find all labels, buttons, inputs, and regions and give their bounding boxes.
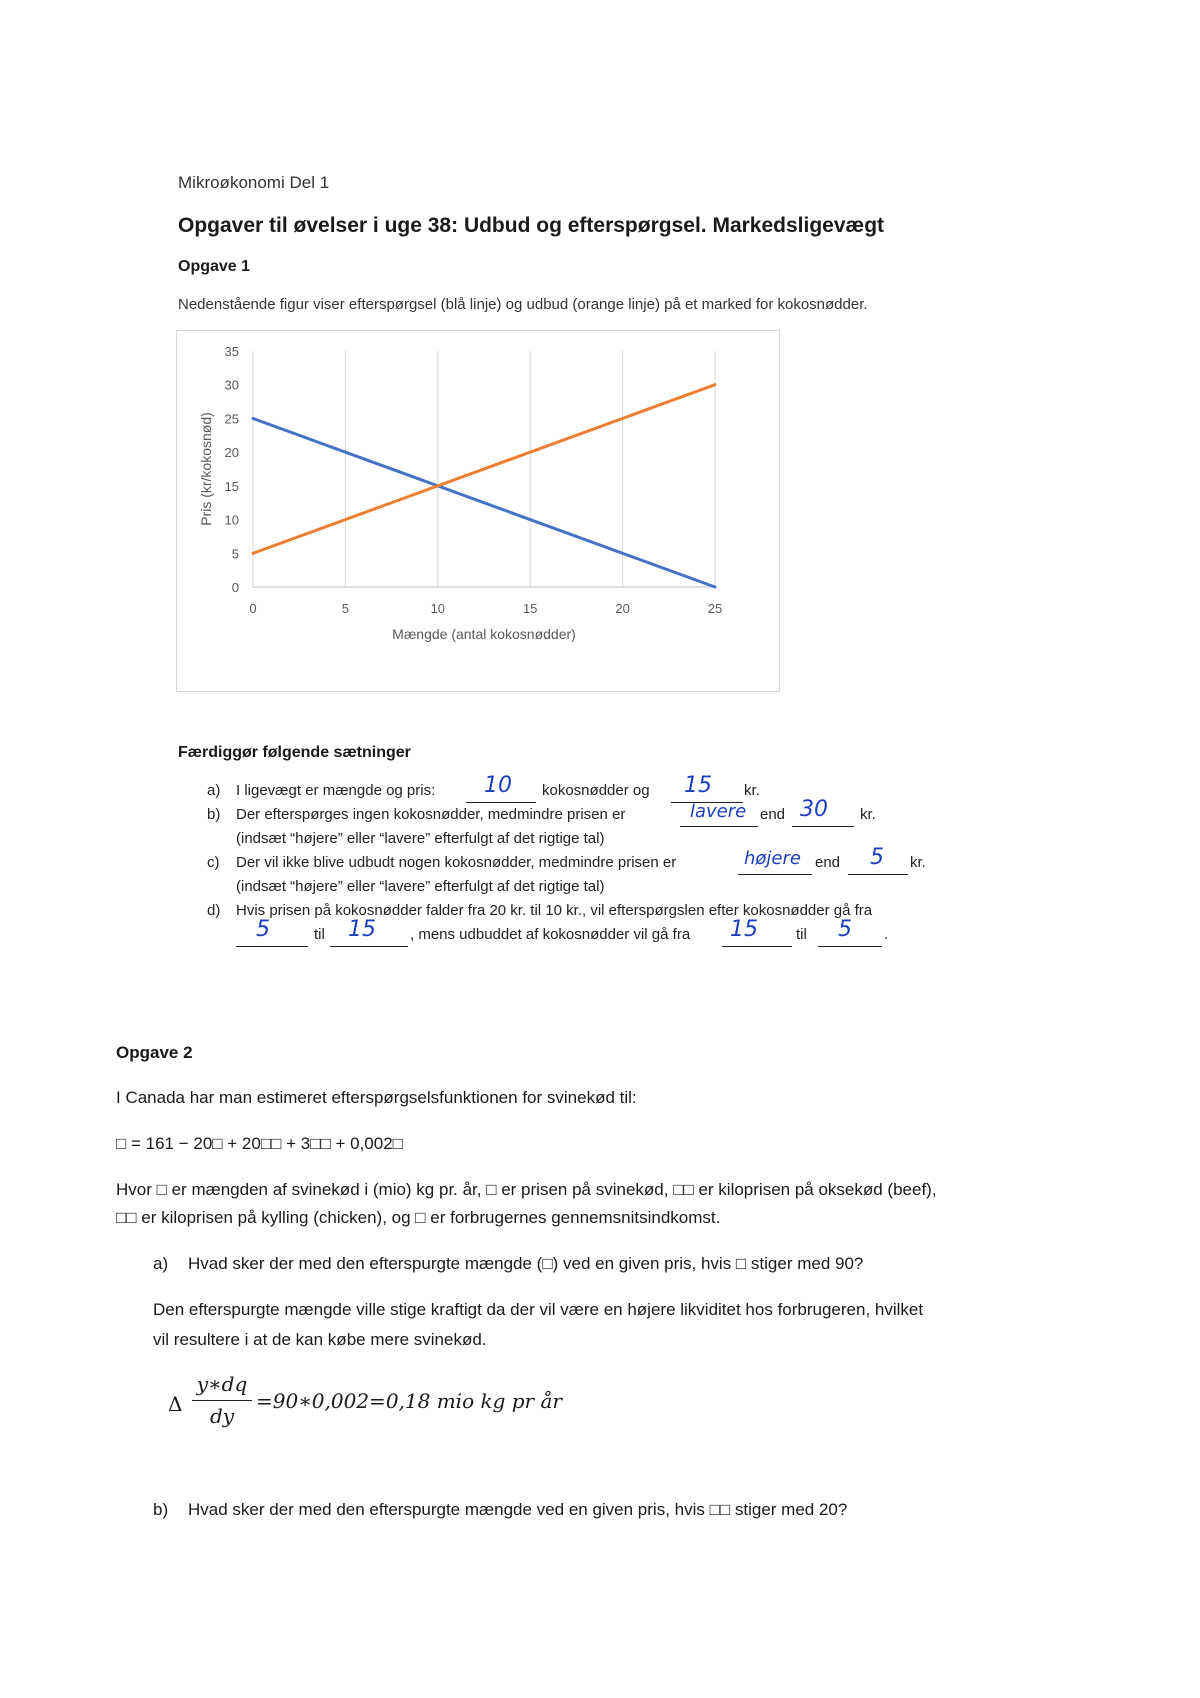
y-tick-label-2: 10 (224, 512, 239, 528)
item-d-answer-2: 15 (348, 917, 376, 942)
question-b-label: b) (153, 1500, 169, 1519)
finish-sentences-heading: Færdiggør følgende sætninger (178, 744, 411, 761)
item-c-text-3: kr. (910, 854, 926, 871)
question-b-text: Hvad sker der med den efterspurgte mængde ved en given pris, hvis □□ stiger med 20? (188, 1500, 848, 1519)
variable-description-2: □□ er kiloprisen på kylling (chicken), og □ er forbrugernes gennemsnitsindkomst. (116, 1208, 721, 1227)
y-tick-label-3: 15 (224, 478, 239, 494)
y-axis-title: Pris (kr/kokosnød) (198, 412, 214, 526)
variable-description-1: Hvor □ er mængden af svinekød i (mio) kg pr. år, □ er prisen på svinekød, □□ er kiloprisen på oksekød (beef), (116, 1180, 937, 1199)
series-line-supply (253, 385, 715, 554)
item-d-text-1: Hvis prisen på kokosnødder falder fra 20 kr. til 10 kr., vil efterspørgslen efter kokosnødder gå fra (236, 902, 873, 919)
item-c-answer-1: højere (744, 848, 801, 869)
assignment-title: Opgaver til øvelser i uge 38: Udbud og efterspørgsel. Markedsligevægt (178, 214, 885, 237)
item-a-label: a) (207, 782, 221, 799)
item-d-answer-3: 15 (730, 917, 758, 942)
item-b-label: b) (207, 806, 221, 823)
demand-equation: □ = 161 − 20□ + 20□□ + 3□□ + 0,002□ (116, 1134, 403, 1153)
y-tick-label-0: 0 (231, 580, 239, 595)
item-c-text-2: end (815, 854, 841, 871)
course-title: Mikroøkonomi Del 1 (178, 173, 330, 192)
item-b-note: (indsæt “højere” eller “lavere” efterfulgt af det rigtige tal) (236, 830, 605, 847)
item-a-answer-2: 15 (684, 773, 712, 798)
item-a-text-3: kr. (744, 782, 760, 799)
formula-numerator: y∗dq (196, 1372, 248, 1396)
item-d-text-5: . (884, 926, 889, 943)
x-tick-label-2: 10 (430, 601, 446, 616)
question-a-text: Hvad sker der med den efterspurgte mængde (□) ved en given pris, hvis □ stiger med 90? (188, 1254, 864, 1273)
item-d-blank-1[interactable] (236, 926, 308, 947)
item-b-text-2: end (760, 806, 786, 823)
item-b-text-1: Der efterspørges ingen kokosnødder, medmindre prisen er (236, 806, 626, 823)
question-a-label: a) (153, 1254, 169, 1273)
x-axis-title: Mængde (antal kokosnødder) (392, 626, 576, 642)
item-d-text-4: til (796, 926, 807, 943)
opgave-2-intro: I Canada har man estimeret efterspørgselsfunktionen for svinekød til: (116, 1088, 637, 1107)
item-c-answer-2: 5 (870, 845, 884, 870)
series-line-demand (253, 418, 715, 587)
formula-result: =90∗0,002=0,18 mio kg pr år (256, 1389, 562, 1413)
x-tick-label-3: 15 (522, 601, 538, 616)
item-d-answer-4: 5 (838, 917, 852, 942)
supply-demand-chart (176, 330, 780, 692)
item-a-text-2: kokosnødder og (542, 782, 650, 799)
x-tick-label-0: 0 (249, 601, 257, 616)
x-tick-label-4: 20 (615, 601, 630, 616)
answer-a-line-1: Den efterspurgte mængde ville stige kraftigt da der vil være en højere likviditet hos forbrugeren, hvilket (153, 1300, 924, 1319)
item-a-text-1: I ligevægt er mængde og pris: (236, 782, 436, 799)
y-tick-label-7: 35 (224, 344, 239, 359)
item-b-text-3: kr. (860, 806, 876, 823)
formula-denominator: dy (209, 1404, 235, 1428)
y-tick-label-4: 20 (224, 445, 239, 461)
opgave-1-heading: Opgave 1 (178, 258, 251, 275)
opgave-1-intro: Nedenstående figur viser efterspørgsel (blå linje) og udbud (orange linje) på et marked for kokosnødder. (178, 296, 868, 313)
formula-delta: Δ (168, 1392, 183, 1416)
x-tick-label-1: 5 (341, 601, 350, 616)
y-tick-label-1: 5 (231, 546, 239, 562)
item-d-text-2: til (314, 926, 325, 943)
chart-svg (177, 331, 779, 691)
y-tick-label-5: 25 (224, 411, 239, 427)
item-d-text-3: , mens udbuddet af kokosnødder vil gå fra (410, 926, 691, 943)
item-a-answer-1: 10 (484, 773, 512, 798)
formula-fraction-line (192, 1400, 252, 1401)
item-d-answer-1: 5 (256, 917, 270, 942)
answer-a-line-2: vil resultere i at de kan købe mere svinekød. (153, 1330, 487, 1349)
y-tick-label-6: 30 (224, 377, 239, 393)
item-b-answer-1: lavere (690, 801, 747, 822)
x-tick-label-5: 25 (707, 601, 723, 616)
item-c-note: (indsæt “højere” eller “lavere” efterfulgt af det rigtige tal) (236, 878, 605, 895)
item-c-text-1: Der vil ikke blive udbudt nogen kokosnødder, medmindre prisen er (236, 854, 677, 871)
item-d-label: d) (207, 902, 221, 919)
opgave-2-heading: Opgave 2 (116, 1043, 193, 1062)
item-c-label: c) (207, 854, 220, 871)
item-b-answer-2: 30 (800, 797, 828, 822)
